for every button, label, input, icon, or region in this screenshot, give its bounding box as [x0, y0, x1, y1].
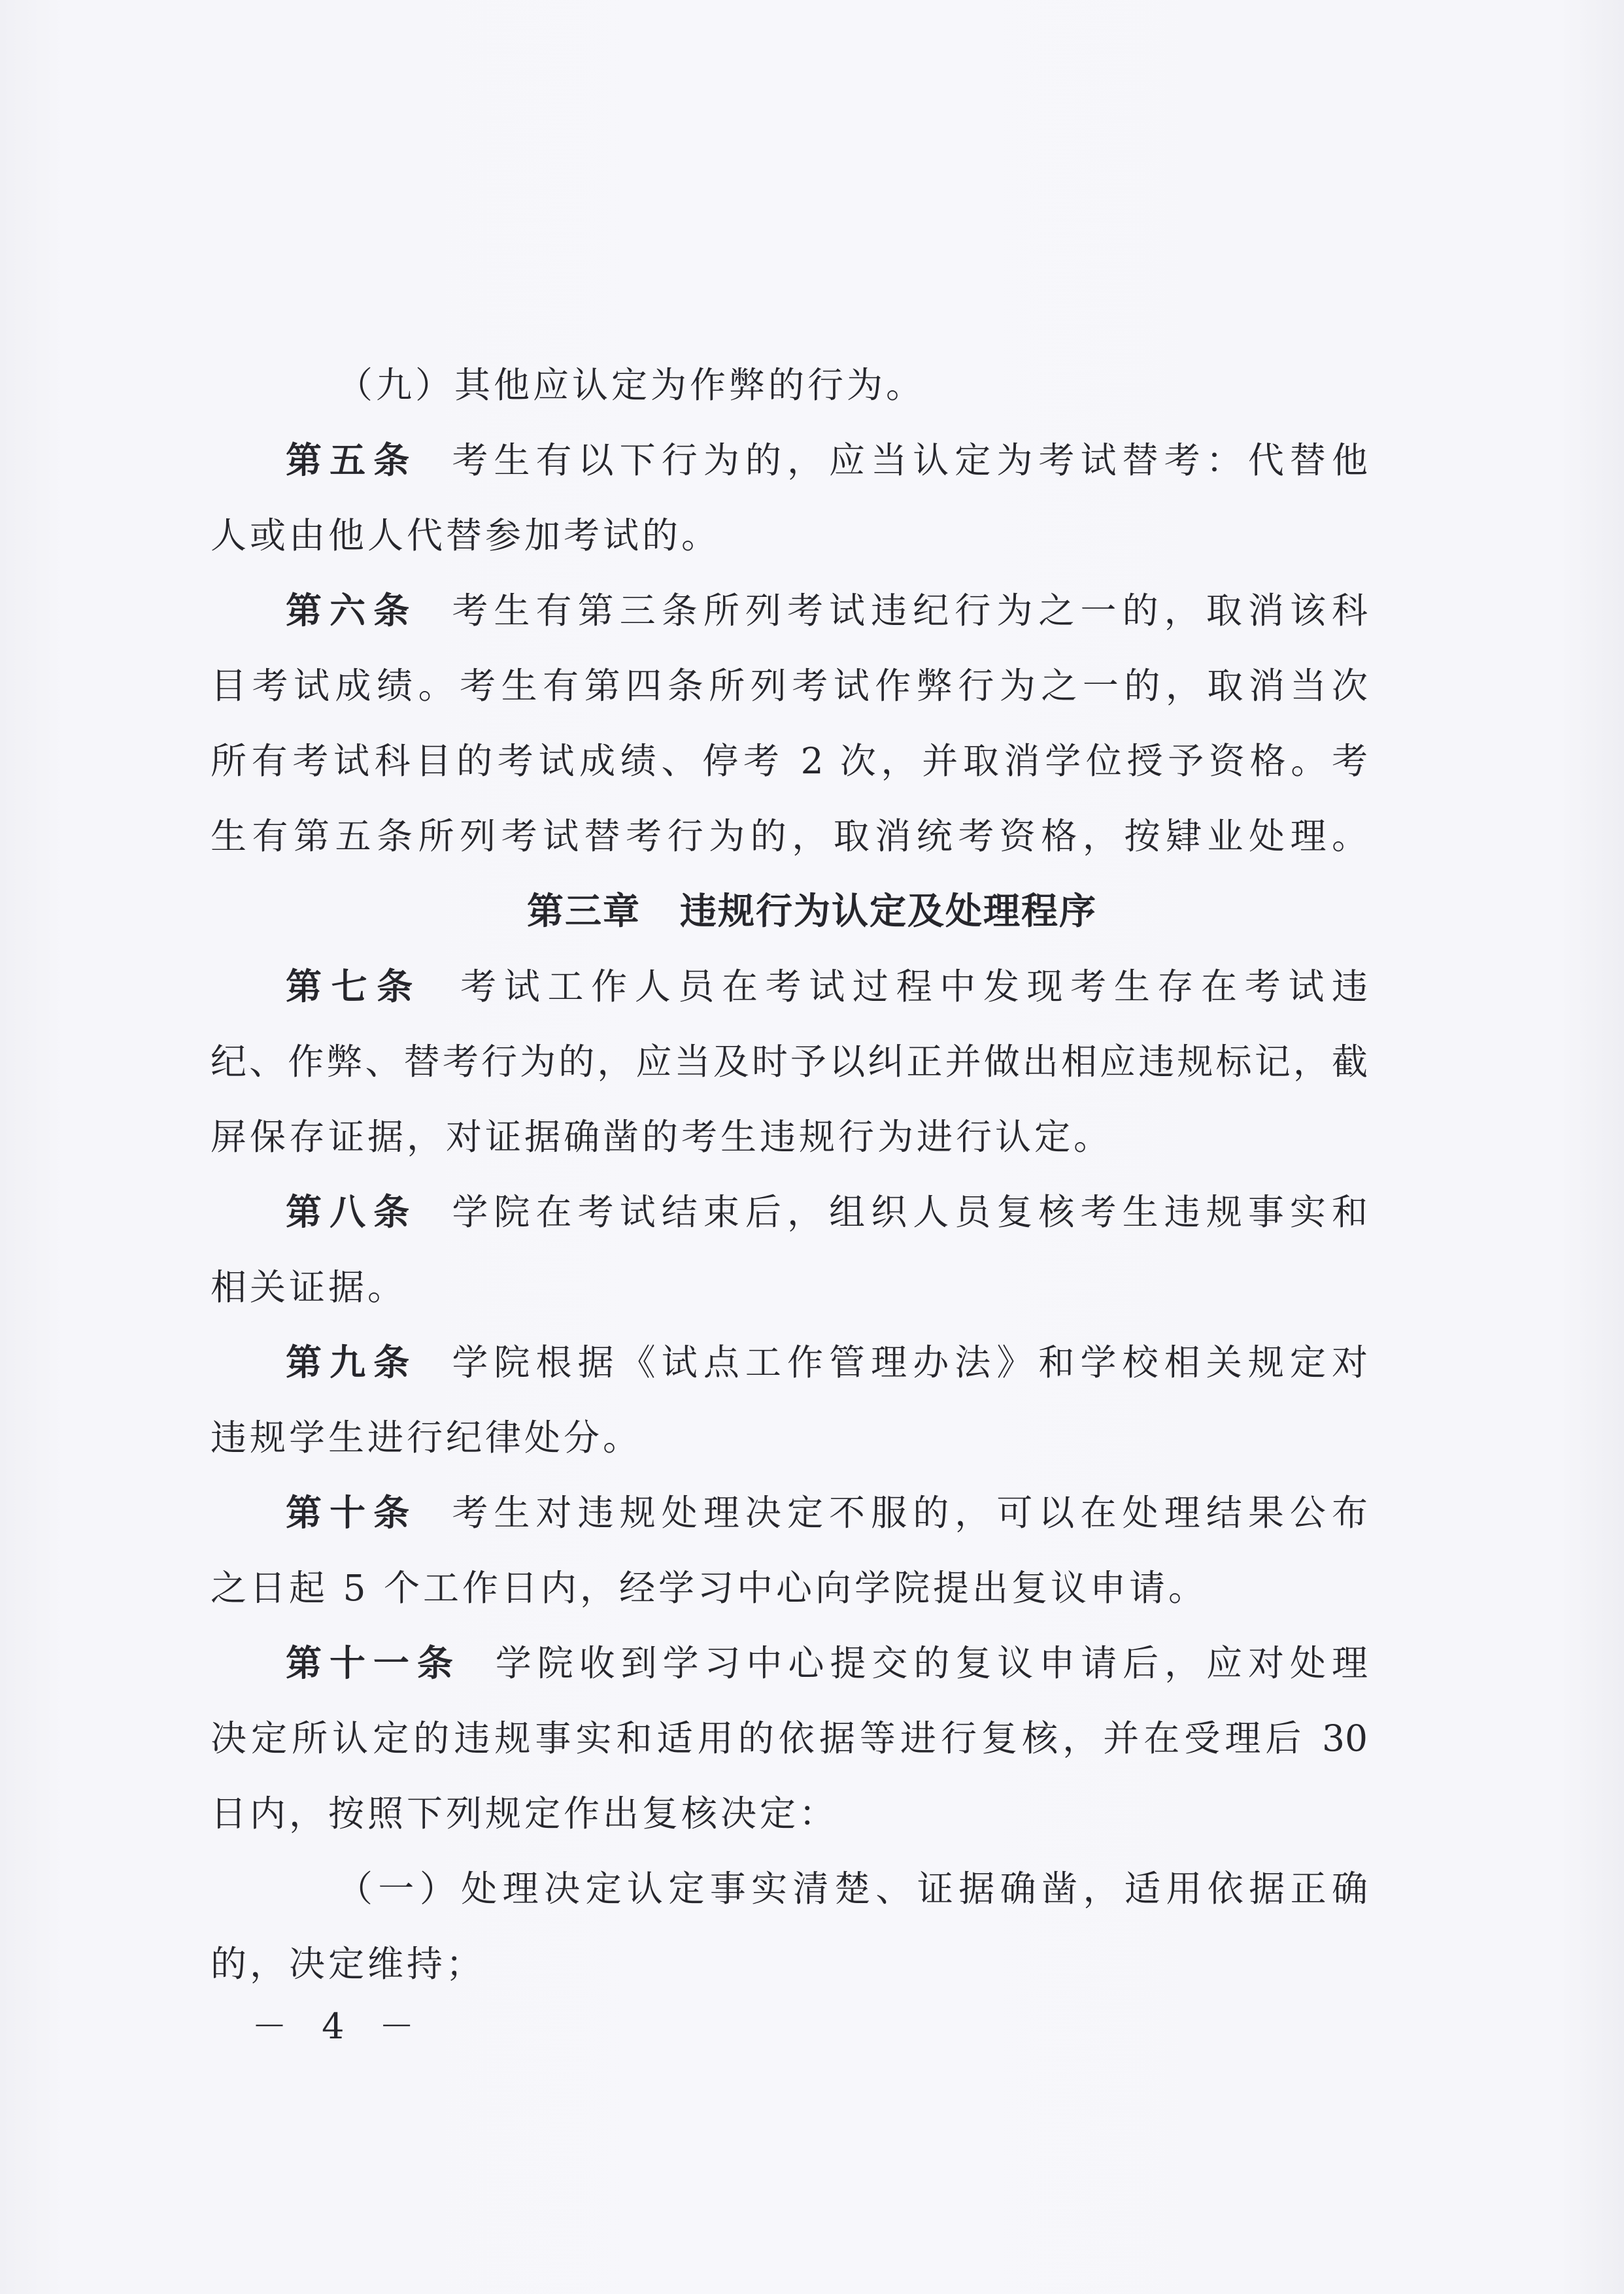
article-8-label: 第八条 — [286, 1190, 418, 1233]
article-7-text: 考试工作人员在考试过程中发现考生存在考试违 — [460, 966, 1368, 1007]
article-10-text: 考生对违规处理决定不服的，可以在处理结果公布 — [452, 1492, 1368, 1534]
article-8-line-2: 相关证据。 — [211, 1266, 407, 1308]
article-8-text: 学院在考试结束后，组织人员复核考生违规事实和 — [452, 1191, 1368, 1233]
article-6-label: 第六条 — [286, 589, 418, 632]
article-10-label: 第十条 — [286, 1491, 418, 1534]
chapter-number: 第三章 — [527, 890, 641, 933]
article-6-line-3: 所有考试科目的考试成绩、停考 2 次，并取消学位授予资格。考 — [211, 740, 1368, 782]
article-6-line-2: 目考试成绩。考生有第四条所列考试作弊行为之一的，取消当次 — [211, 665, 1368, 707]
article-10-line-2: 之日起 5 个工作日内，经学习中心向学院提出复议申请。 — [211, 1567, 1208, 1609]
chapter-title: 违规行为认定及处理程序 — [680, 890, 1097, 933]
article-11-line-1 — [286, 1638, 1368, 1689]
article-8-line-1 — [286, 1187, 1368, 1238]
page-number: － 4 － — [252, 2006, 426, 2047]
article-11-line-2: 决定所认定的违规事实和适用的依据等进行复核，并在受理后 30 — [211, 1717, 1368, 1759]
article-11-text: 学院收到学习中心提交的复议申请后，应对处理 — [495, 1642, 1368, 1684]
article-7-line-1 — [286, 961, 1368, 1012]
chapter-heading — [0, 885, 1624, 937]
article-11-line-3: 日内，按照下列规定作出复核决定： — [211, 1793, 839, 1834]
list-item-1-line-2: 的，决定维持； — [211, 1943, 486, 1985]
article-5-line-2: 人或由他人代替参加考试的。 — [211, 514, 721, 556]
article-5-text: 考生有以下行为的，应当认定为考试替考：代替他 — [452, 439, 1368, 481]
list-item-9: （九）其他应认定为作弊的行为。 — [337, 364, 926, 406]
article-9-label: 第九条 — [286, 1341, 418, 1383]
article-9-line-2: 违规学生进行纪律处分。 — [211, 1417, 643, 1459]
article-6-text: 考生有第三条所列考试违纪行为之一的，取消该科 — [452, 590, 1368, 632]
list-item-1-line-1: （一）处理决定认定事实清楚、证据确凿，适用依据正确 — [337, 1868, 1368, 1910]
article-11-label: 第十一条 — [286, 1642, 461, 1684]
article-9-line-1 — [286, 1337, 1368, 1388]
article-5-line-1 — [286, 435, 1368, 486]
article-5-label: 第五条 — [286, 439, 418, 481]
article-10-line-1 — [286, 1487, 1368, 1538]
article-9-text: 学院根据《试点工作管理办法》和学校相关规定对 — [452, 1341, 1368, 1383]
article-6-line-1 — [286, 585, 1368, 636]
article-7-line-3: 屏保存证据，对证据确凿的考生违规行为进行认定。 — [211, 1116, 1113, 1158]
article-7-line-2: 纪、作弊、替考行为的，应当及时予以纠正并做出相应违规标记，截 — [211, 1041, 1368, 1083]
article-7-label: 第七条 — [286, 965, 422, 1007]
article-6-line-4: 生有第五条所列考试替考行为的，取消统考资格，按肄业处理。 — [211, 815, 1368, 857]
